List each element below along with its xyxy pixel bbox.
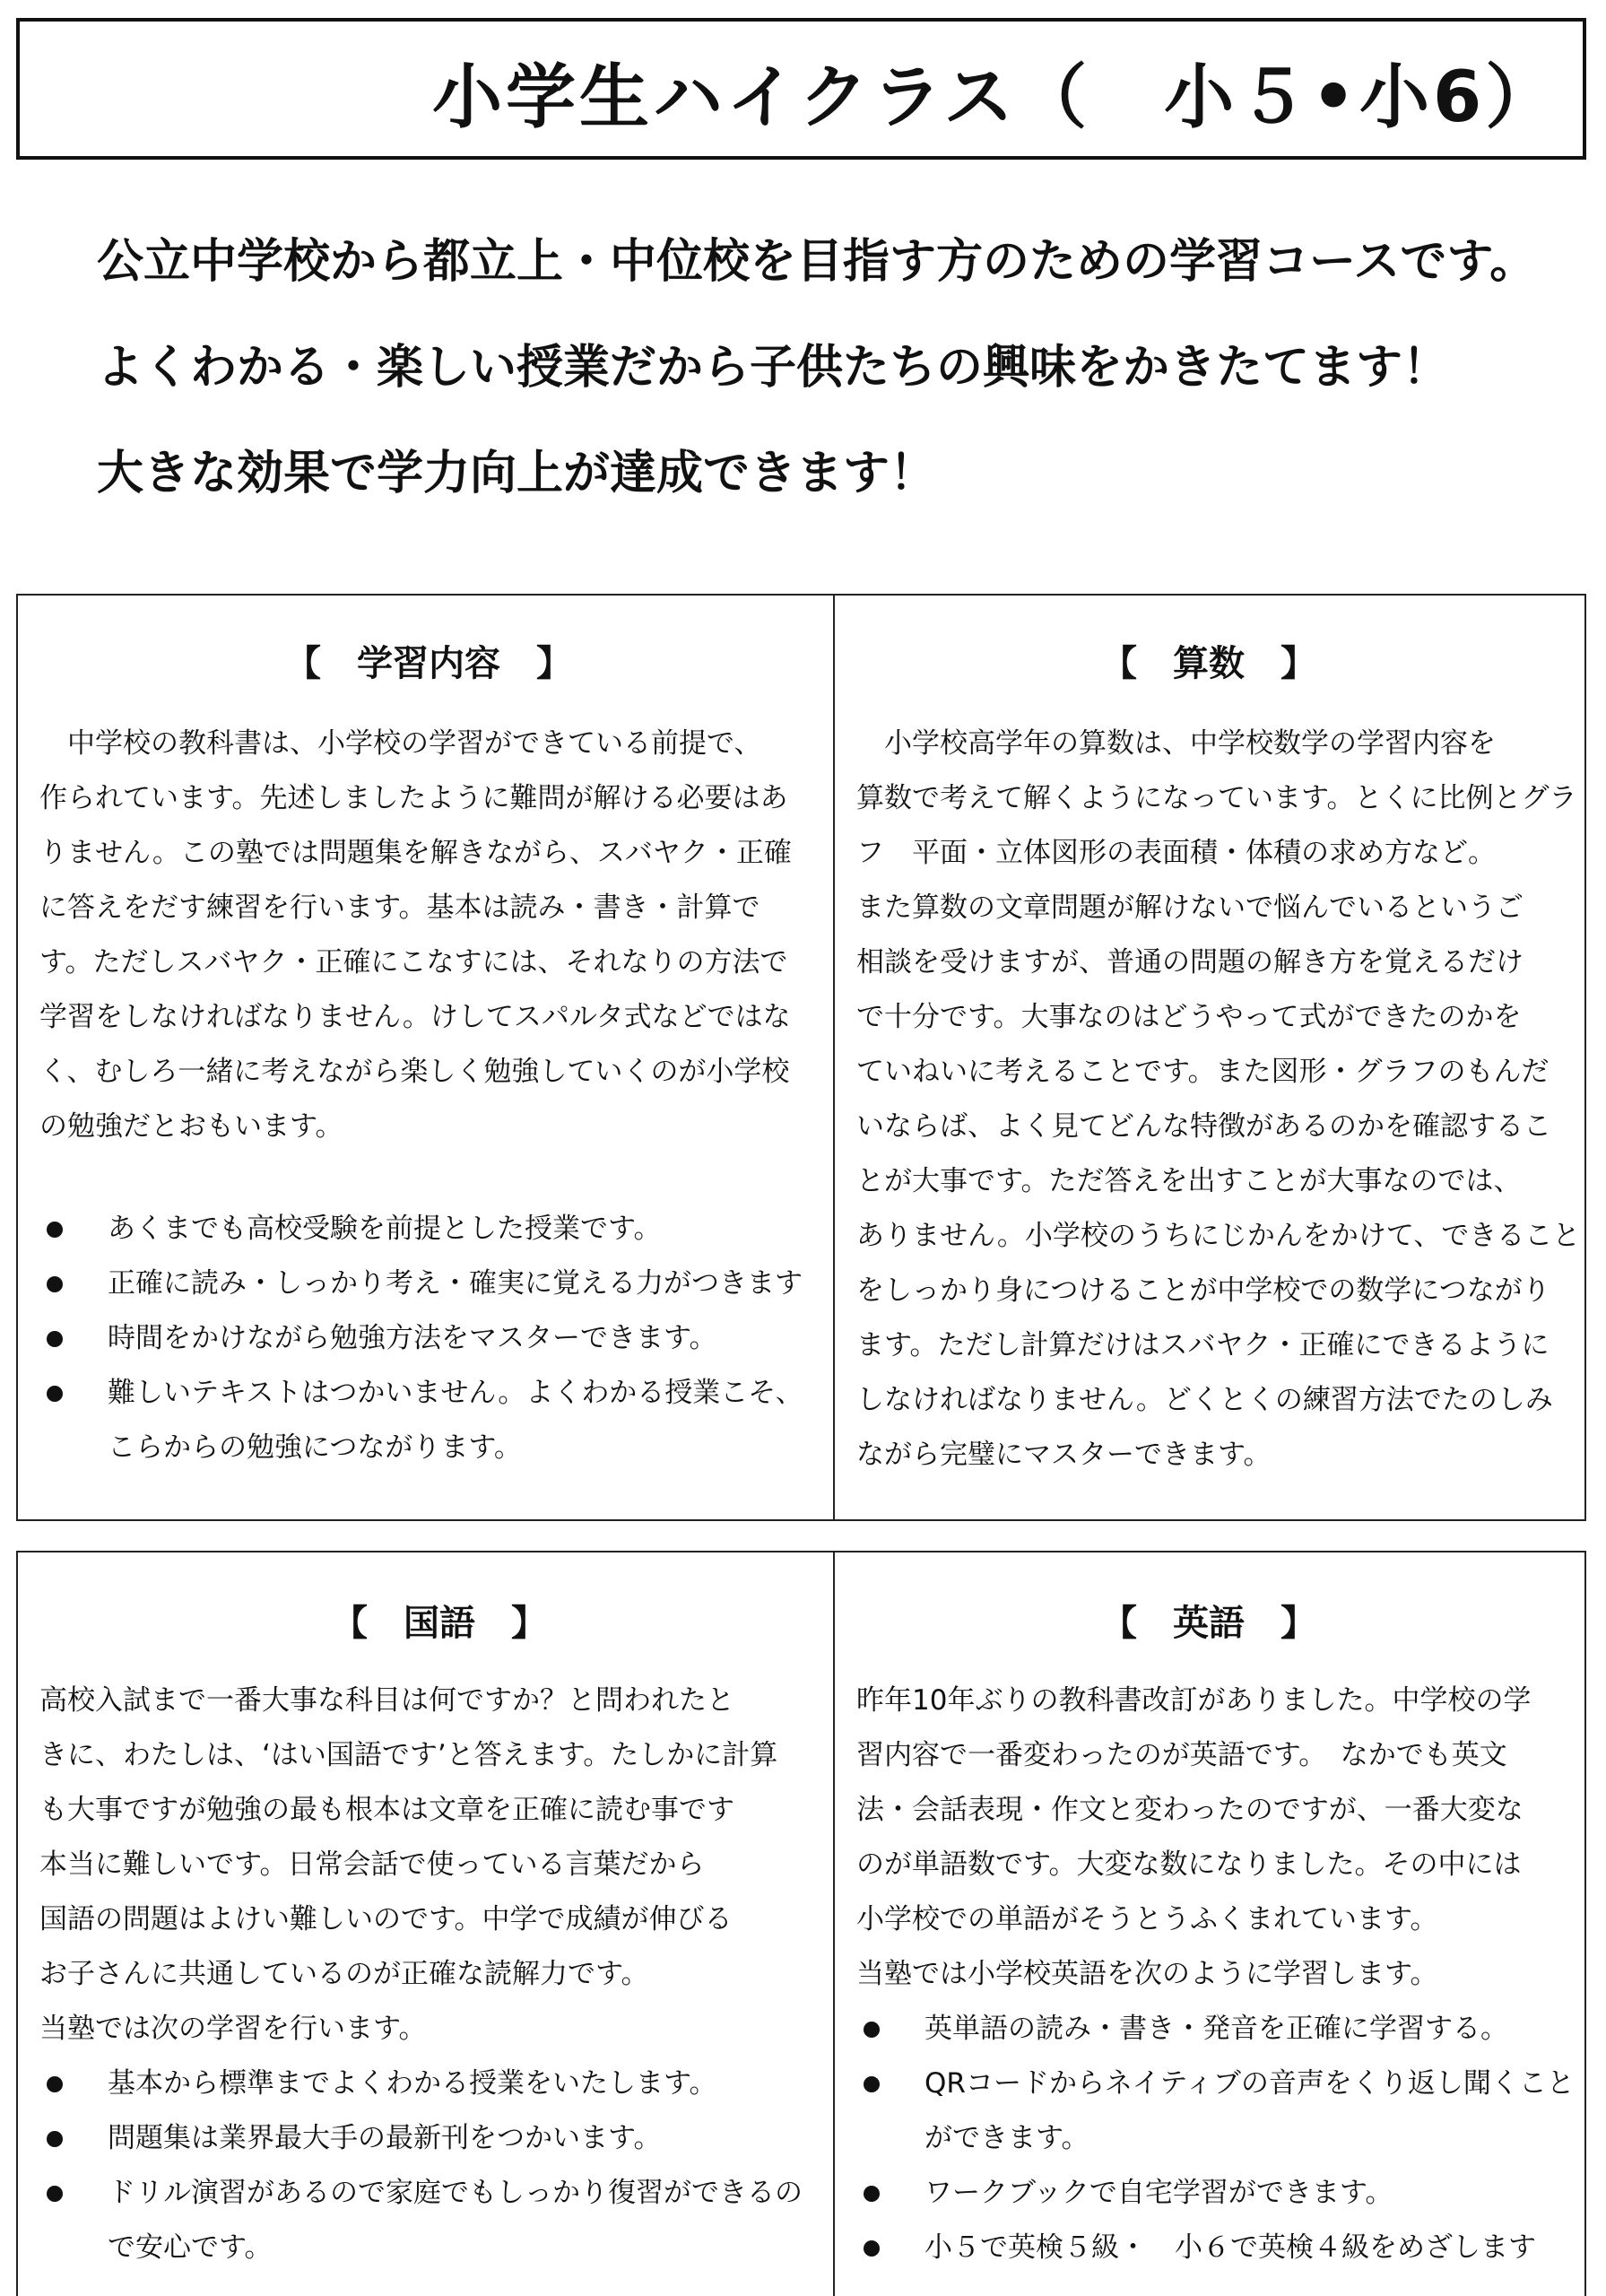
bullet-dot	[47, 2186, 63, 2202]
intro-line: 大きな効果で学力向上が達成できます！	[97, 447, 937, 500]
body-line: 昨年10年ぶりの教科書改訂がありました。中学校の学	[856, 1684, 1532, 1717]
body-line: ます。ただし計算だけはスバヤク・正確にできるように	[856, 1329, 1550, 1361]
bullet-list-gakushu	[39, 1202, 803, 1475]
bullet-item	[39, 1202, 803, 1257]
bullet-line: 英単語の読み・書き・発音を正確に学習する。	[925, 2013, 1508, 2045]
body-line: をしっかり身につけることが中学校での数学につながり	[856, 1274, 1550, 1307]
body-line: フ 平面・立体図形の表面積・体積の求め方など。	[856, 837, 1496, 869]
bullet-line: 難しいテキストはつかいません。よくわかる授業こそ、	[108, 1377, 803, 1409]
body-line: で十分です。大事なのはどうやって式ができたのかを	[856, 1001, 1522, 1033]
bullet-line: こらからの勉強につながります。	[108, 1431, 522, 1464]
intro-line: よくわかる・楽しい授業だから子供たちの興味をかきたてます！	[97, 341, 1450, 395]
body-line: も大事ですが勉強の最も根本は文章を正確に読む事です	[39, 1794, 734, 1826]
body-line: に答えをだす練習を行います。基本は読み・書き・計算で	[39, 891, 760, 924]
body-line: く、むしろ一緒に考えながら楽しく勉強していくのが小学校	[39, 1056, 790, 1088]
section-title-kokugo: 【 国語 】	[332, 1603, 547, 1644]
intro-block	[97, 235, 1536, 552]
top-panel-divider	[833, 594, 835, 1521]
bullet-dot	[47, 2131, 63, 2147]
bullet-item	[39, 1366, 803, 1475]
bullet-dot	[864, 2022, 880, 2038]
body-line: 学習をしなければなりません。けしてスパルタ式などではな	[39, 1001, 791, 1033]
section-body-sansu	[856, 717, 1580, 1483]
bullet-list-kokugo	[39, 2057, 803, 2275]
body-line: 作られています。先述しましたように難問が解ける必要はあ	[39, 782, 788, 814]
body-line: ありません。小学校のうちにじかんをかけて、できること	[856, 1220, 1581, 1252]
body-line: りません。この塾では問題集を解きながら、スバヤク・正確	[39, 837, 792, 869]
bullet-line: 基本から標準までよくわかる授業をいたします。	[108, 2067, 717, 2100]
body-line: 相談を受けますが、普通の問題の解き方を覚えるだけ	[856, 946, 1524, 978]
section-title-eigo: 【 英語 】	[1101, 1603, 1316, 1644]
bullet-item	[39, 2111, 803, 2166]
body-line: のが単語数です。大変な数になりました。その中には	[856, 1848, 1522, 1881]
body-line: ていねいに考えることです。また図形・グラフのもんだ	[856, 1056, 1550, 1088]
bullet-line: 時間をかけながら勉強方法をマスターできます。	[108, 1322, 717, 1354]
bullet-line: ドリル演習があるので家庭でもしっかり復習ができるの	[108, 2177, 803, 2209]
bullet-item	[856, 2166, 1575, 2221]
bullet-item	[39, 2166, 803, 2275]
bullet-dot	[47, 1222, 63, 1238]
body-line: 小学校高学年の算数は、中学校数学の学習内容を	[856, 727, 1496, 760]
bullet-item	[39, 1257, 803, 1311]
bullet-line: 正確に読み・しっかり考え・確実に覚える力がつきます	[108, 1267, 803, 1300]
section-title-sansu: 【 算数 】	[1101, 643, 1316, 684]
bullet-list-eigo	[856, 2002, 1575, 2275]
bullet-dot	[47, 1386, 63, 1402]
bullet-line: QRコードからネイティブの音声をくり返し聞くこと	[925, 2067, 1575, 2100]
section-body-eigo	[856, 1674, 1531, 2002]
body-line: お子さんに共通しているのが正確な読解力です。	[39, 1958, 649, 1990]
bullet-dot	[47, 1276, 63, 1292]
intro-line: 公立中学校から都立上・中位校を目指す方のための学習コースです。	[97, 235, 1537, 289]
body-line: 当塾では小学校英語を次のように学習します。	[856, 1958, 1438, 1990]
page-title: 小学生ハイクラス（ 小５•小6）	[432, 57, 1559, 138]
bullet-dot	[864, 2186, 880, 2202]
bullet-item	[856, 2221, 1575, 2275]
bullet-line: 小５で英検５級・ 小６で英検４級をめざします	[925, 2231, 1536, 2264]
bullet-dot	[47, 2076, 63, 2092]
body-line: 高校入試まで一番大事な科目は何ですか？と問われたと	[39, 1684, 734, 1717]
body-line: きに、わたしは、‘はい国語です’と答えます。たしかに計算	[39, 1739, 778, 1771]
bullet-item	[39, 2057, 803, 2111]
bullet-dot	[47, 1331, 63, 1347]
bullet-item	[39, 1311, 803, 1366]
bullet-dot	[864, 2240, 880, 2257]
body-line: また算数の文章問題が解けないで悩んでいるというご	[856, 891, 1524, 924]
body-line: とが大事です。ただ答えを出すことが大事なのでは、	[856, 1165, 1522, 1197]
body-line: の勉強だとおもいます。	[39, 1110, 343, 1143]
body-line: 当塾では次の学習を行います。	[39, 2013, 427, 2045]
bottom-panel-divider	[833, 1551, 835, 2296]
bullet-line: で安心です。	[108, 2231, 273, 2264]
body-line: しなければなりません。どくとくの練習方法でたのしみ	[856, 1384, 1553, 1416]
body-line: 算数で考えて解くようになっています。とくに比例とグラ	[856, 782, 1577, 814]
bullet-line: 問題集は業界最大手の最新刊をつかいます。	[108, 2122, 662, 2154]
title-box	[16, 18, 1586, 160]
body-line: 国語の問題はよけい難しいのです。中学で成績が伸びる	[39, 1903, 733, 1935]
bullet-item	[856, 2057, 1575, 2166]
bullet-line: ワークブックで自宅学習ができます。	[925, 2177, 1393, 2209]
body-line: す。ただしスバヤク・正確にこなすには、それなりの方法で	[39, 946, 788, 978]
body-line: いならば、よく見てどんな特徴があるのかを確認するこ	[856, 1110, 1551, 1143]
body-line: 中学校の教科書は、小学校の学習ができている前提で、	[39, 727, 762, 760]
section-body-kokugo	[39, 1674, 777, 2057]
section-title-gakushu: 【 学習内容 】	[285, 643, 572, 684]
body-line: 本当に難しいです。日常会話で使っている言葉だから	[39, 1848, 705, 1881]
bullet-item	[856, 2002, 1575, 2057]
body-line: 法・会話表現・作文と変わったのですが、一番大変な	[856, 1794, 1524, 1826]
section-body-gakushu	[39, 717, 792, 1154]
bullet-line: ができます。	[925, 2122, 1089, 2154]
body-line: 習内容で一番変わったのが英語です。 なかでも英文	[856, 1739, 1507, 1771]
bullet-dot	[864, 2076, 880, 2092]
body-line: 小学校での単語がそうとうふくまれています。	[856, 1903, 1438, 1935]
bullet-line: あくまでも高校受験を前提とした授業です。	[108, 1213, 662, 1245]
body-line: ながら完璧にマスターできます。	[856, 1439, 1272, 1471]
